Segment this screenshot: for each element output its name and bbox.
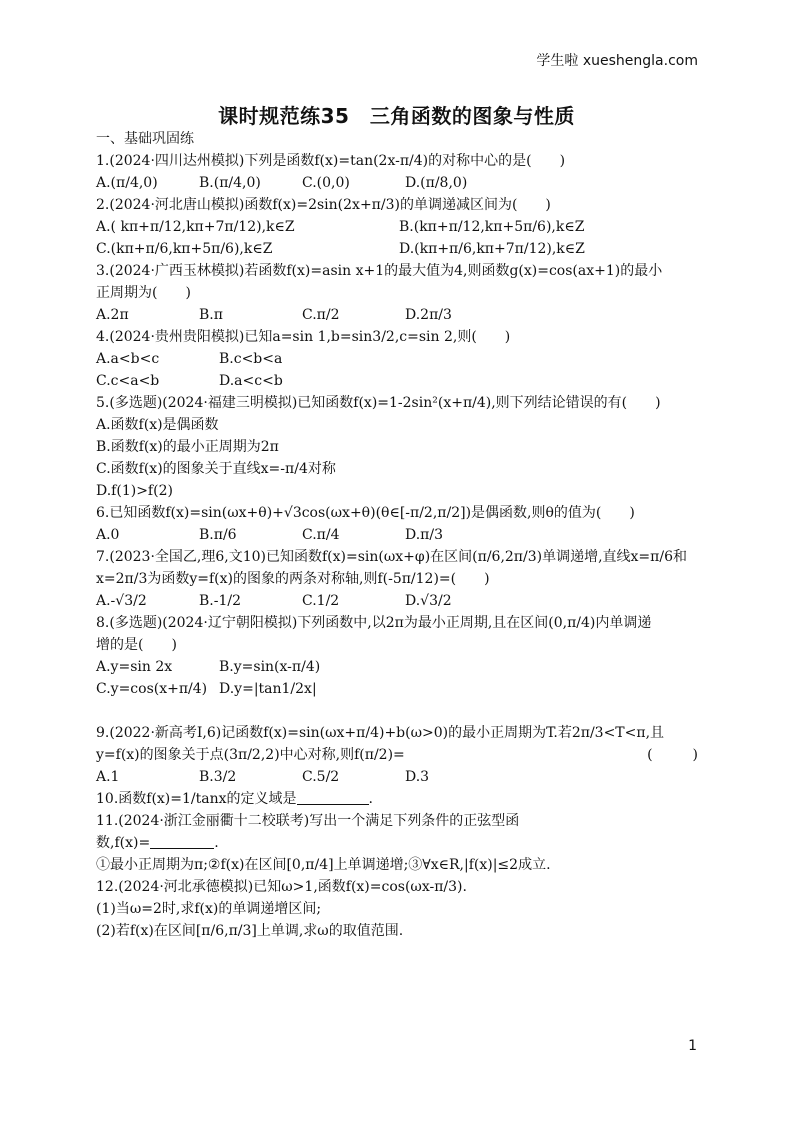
option-d: D.(π/8,0): [405, 175, 468, 191]
exercise-body: [96, 128, 702, 942]
question-3-cont: 正周期为( ): [96, 285, 191, 301]
question-3-options: [96, 304, 702, 326]
question-3: 3.(2024·广西玉林模拟)若函数f(x)=asin x+1的最大值为4,则函数g(x)=cos(ax+1)的最小: [96, 263, 663, 279]
question-2: 2.(2024·河北唐山模拟)函数f(x)=2sin(2x+π/3)的单调递减区间为( ): [96, 197, 551, 213]
question-9-cont: [96, 744, 702, 766]
question-9-text: y=f(x)的图象关于点(3π/2,2)中心对称,则f(π/2)=: [96, 747, 405, 763]
question-8-options-row1: [96, 656, 702, 678]
option-a: A.a<b<c: [96, 351, 160, 367]
question-5: 5.(多选题)(2024·福建三明模拟)已知函数f(x)=1-2sin²(x+π/4),则下列结论错误的有( ): [96, 395, 661, 411]
question-12-part1: (1)当ω=2时,求f(x)的单调递增区间;: [96, 901, 322, 917]
option-c: C.π/2: [302, 307, 340, 323]
option-a: A.1: [96, 769, 120, 785]
question-8: 8.(多选题)(2024·辽宁朝阳模拟)下列函数中,以2π为最小正周期,且在区间(0,π/4)内单调递: [96, 615, 652, 631]
question-11-cont: [96, 832, 702, 854]
option-a: A.( kπ+π/12,kπ+7π/12),k∈Z: [96, 219, 295, 235]
option-a: A.-√3/2: [96, 593, 147, 609]
question-7-options: [96, 590, 702, 612]
question-7: 7.(2023·全国乙,理6,文10)已知函数f(x)=sin(ωx+φ)在区间(π/6,2π/3)单调递增,直线x=π/6和: [96, 549, 687, 565]
question-12-part2: (2)若f(x)在区间[π/6,π/3]上单调,求ω的取值范围.: [96, 923, 404, 939]
option-d: D.a<c<b: [219, 373, 283, 389]
option-c: C.1/2: [302, 593, 340, 609]
answer-blank: [297, 790, 369, 805]
question-7-cont: x=2π/3为函数y=f(x)的图象的两条对称轴,则f(-5π/12)=( ): [96, 571, 490, 587]
option-c: C.c<a<b: [96, 373, 160, 389]
option-a: A.(π/4,0): [96, 175, 158, 191]
question-6-options: [96, 524, 702, 546]
question-4-options-row2: [96, 370, 702, 392]
option-b: B.π: [199, 307, 223, 323]
question-4: 4.(2024·贵州贵阳模拟)已知a=sin 1,b=sin3/2,c=sin 2,则( ): [96, 329, 511, 345]
option-d: D.π/3: [405, 527, 444, 543]
question-2-options-row2: [96, 238, 702, 260]
question-4-options-row1: [96, 348, 702, 370]
site-watermark: 学生啦 xueshengla.com: [536, 53, 698, 69]
answer-paren: ( ): [647, 747, 702, 763]
option-b: B.(π/4,0): [199, 175, 261, 191]
option-d: D.2π/3: [405, 307, 452, 323]
option-d: D.f(1)>f(2): [96, 483, 173, 499]
period: .: [368, 791, 373, 807]
question-10: [96, 788, 702, 810]
option-b: B.-1/2: [199, 593, 241, 609]
option-a: A.函数f(x)是偶函数: [96, 417, 219, 433]
option-c: C.函数f(x)的图象关于直线x=-π/4对称: [96, 461, 336, 477]
option-c: C.π/4: [302, 527, 340, 543]
option-d: D.(kπ+π/6,kπ+7π/12),k∈Z: [399, 241, 585, 257]
section-heading: 一、基础巩固练: [96, 131, 194, 147]
option-d: D.√3/2: [405, 593, 452, 609]
answer-blank: [150, 834, 214, 849]
option-d: D.3: [405, 769, 430, 785]
option-b: B.3/2: [199, 769, 237, 785]
option-a: A.2π: [96, 307, 129, 323]
option-b: B.y=sin(x-π/4): [219, 659, 321, 675]
question-9-options: [96, 766, 702, 788]
question-1-options: [96, 172, 702, 194]
option-c: C.(kπ+π/6,kπ+5π/6),k∈Z: [96, 241, 273, 257]
question-6: 6.已知函数f(x)=sin(ωx+θ)+√3cos(ωx+θ)(θ∈[-π/2,π/2])是偶函数,则θ的值为( ): [96, 505, 635, 521]
option-b: B.函数f(x)的最小正周期为2π: [96, 439, 279, 455]
question-10-text: 10.函数f(x)=1/tanx的定义域是: [96, 791, 297, 807]
option-c: C.(0,0): [302, 175, 350, 191]
question-11-text: 数,f(x)=: [96, 835, 151, 851]
option-b: B.(kπ+π/12,kπ+5π/6),k∈Z: [399, 219, 585, 235]
option-a: A.0: [96, 527, 120, 543]
period: .: [214, 835, 219, 851]
option-c: C.y=cos(x+π/4): [96, 681, 208, 697]
option-b: B.c<b<a: [219, 351, 283, 367]
question-9: 9.(2022·新高考Ⅰ,6)记函数f(x)=sin(ωx+π/4)+b(ω>0)的最小正周期为T.若2π/3<T<π,且: [96, 725, 665, 741]
question-12: 12.(2024·河北承德模拟)已知ω>1,函数f(x)=cos(ωx-π/3).: [96, 879, 467, 895]
option-b: B.π/6: [199, 527, 237, 543]
question-8-options-row2: [96, 678, 702, 700]
option-d: D.y=|tan1/2x|: [219, 681, 317, 697]
question-11-conditions: ①最小正周期为π;②f(x)在区间[0,π/4]上单调递增;③∀x∈R,|f(x)|≤2成立.: [96, 857, 551, 873]
option-a: A.y=sin 2x: [96, 659, 173, 675]
page-title: 课时规范练35 三角函数的图象与性质: [218, 104, 575, 128]
page-number: 1: [688, 1038, 697, 1054]
question-1: 1.(2024·四川达州模拟)下列是函数f(x)=tan(2x-π/4)的对称中心的是( ): [96, 153, 566, 169]
question-2-options-row1: [96, 216, 702, 238]
question-8-cont: 增的是( ): [96, 637, 177, 653]
question-11: 11.(2024·浙江金丽衢十二校联考)写出一个满足下列条件的正弦型函: [96, 813, 520, 829]
option-c: C.5/2: [302, 769, 340, 785]
